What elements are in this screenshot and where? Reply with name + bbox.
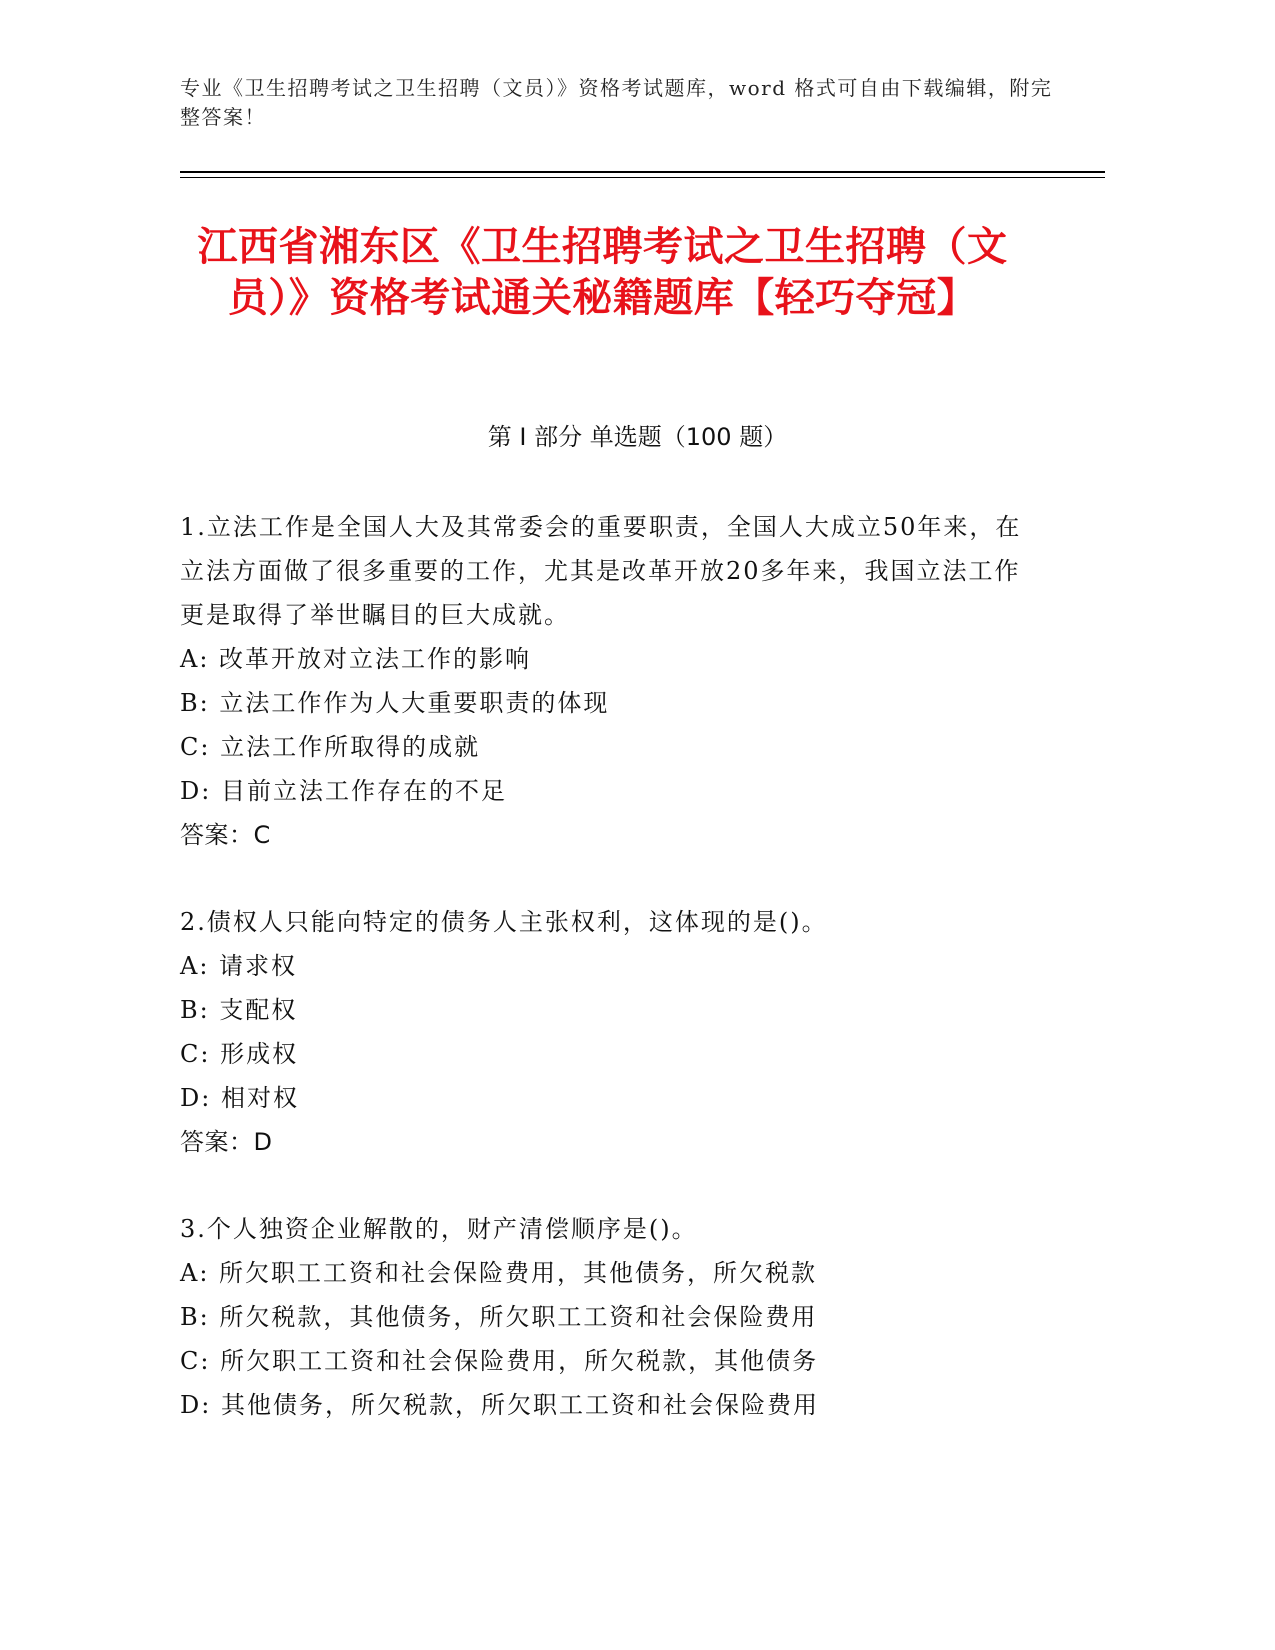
document-title: 江西省湘东区《卫生招聘考试之卫生招聘（文员）》资格考试通关秘籍题库【轻巧夺冠】 — [197, 224, 1008, 321]
question-1 — [180, 505, 1040, 857]
option-c: C: 立法工作所取得的成就 — [180, 733, 481, 761]
question-stem: 1.立法工作是全国人大及其常委会的重要职责，全国人大成立50年来，在立法方面做了很多重要的工作，尤其是改革开放20多年来，我国立法工作更是取得了举世瞩目的巨大成就。 — [180, 513, 1022, 629]
option-b: B: 所欠税款，其他债务，所欠职工工资和社会保险费用 — [180, 1303, 818, 1331]
header-divider-thin — [180, 177, 1105, 178]
option-d: D: 目前立法工作存在的不足 — [180, 777, 507, 805]
option-a: A: 改革开放对立法工作的影响 — [180, 645, 532, 673]
option-a: A: 请求权 — [180, 952, 298, 980]
option-d: D: 相对权 — [180, 1084, 299, 1112]
header-divider-thick — [180, 171, 1105, 173]
option-b: B: 立法工作作为人大重要职责的体现 — [180, 689, 610, 717]
answer: 答案：D — [180, 1128, 273, 1156]
question-2 — [180, 900, 1040, 1164]
option-c: C: 形成权 — [180, 1040, 299, 1068]
question-stem: 2.债权人只能向特定的债务人主张权利，这体现的是()。 — [180, 908, 828, 936]
option-a: A: 所欠职工工资和社会保险费用，其他债务，所欠税款 — [180, 1259, 818, 1287]
section-title: 第 I 部分 单选题（100 题） — [487, 423, 788, 451]
option-b: B: 支配权 — [180, 996, 298, 1024]
question-list — [180, 505, 1040, 1470]
answer: 答案：C — [180, 821, 271, 849]
question-3 — [180, 1207, 1040, 1427]
option-c: C: 所欠职工工资和社会保险费用，所欠税款，其他债务 — [180, 1347, 819, 1375]
question-stem: 3.个人独资企业解散的，财产清偿顺序是()。 — [180, 1215, 698, 1243]
header-note: 专业《卫生招聘考试之卫生招聘（文员）》资格考试题库，word 格式可自由下载编辑，附完整答案！ — [180, 76, 1053, 129]
option-d: D: 其他债务，所欠税款，所欠职工工资和社会保险费用 — [180, 1391, 819, 1419]
